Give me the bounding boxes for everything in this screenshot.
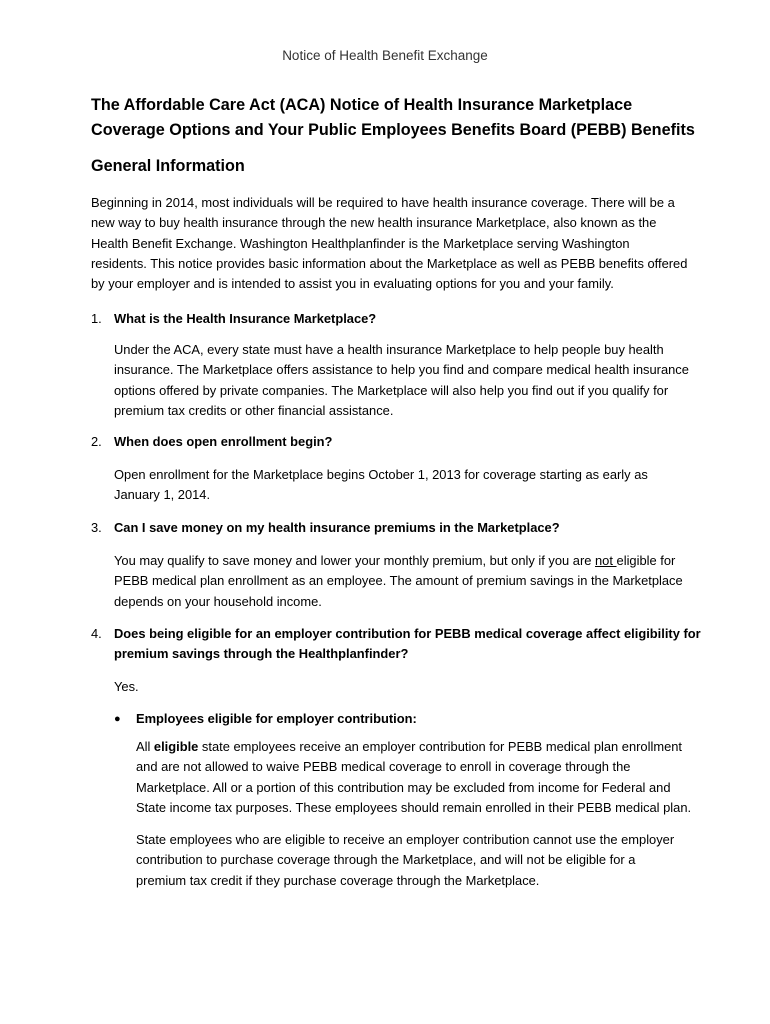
answer-1	[114, 340, 694, 421]
intro-line: by your employer and is intended to assist you in evaluating options for you and your family.	[91, 276, 614, 292]
question-line: premium savings through the Healthplanfinder?	[114, 646, 409, 661]
sub-line: contribution to purchase coverage through the Marketplace, and will not be eligible for a	[136, 852, 636, 868]
question-number: 2.	[91, 434, 102, 449]
answer-line: Under the ACA, every state must have a health insurance Marketplace to help people buy health	[114, 342, 664, 357]
sub-text: state employees receive an employer contribution for PEBB medical plan enrollment	[198, 739, 682, 754]
question-text	[114, 624, 701, 664]
question-text: Can I save money on my health insurance premiums in the Marketplace?	[114, 520, 560, 535]
sub-line: premium tax credit if they purchase coverage through the Marketplace.	[136, 872, 540, 888]
section-heading: General Information	[91, 157, 245, 175]
sub-paragraph-2	[136, 830, 696, 891]
sub-line: State employees who are eligible to receive an employer contribution cannot use the employer	[136, 832, 675, 847]
sub-paragraph-1	[136, 737, 696, 818]
title-line-1: The Affordable Care Act (ACA) Notice of Health Insurance Marketplace	[91, 96, 633, 114]
answer-line: depends on your household income.	[114, 593, 322, 609]
answer-line: options offered by private companies. The Marketplace will also help you find out if you qualify for	[114, 382, 669, 398]
answer-3	[114, 551, 694, 612]
intro-paragraph	[91, 193, 691, 294]
question-number: 3.	[91, 520, 102, 535]
intro-line: Beginning in 2014, most individuals will be required to have health insurance coverage. There will be a	[91, 195, 675, 210]
answer-line: premium tax credits or other financial assistance.	[114, 402, 394, 418]
emphasis-eligible: eligible	[153, 739, 199, 754]
sub-line: and are not allowed to waive PEBB medical coverage to enroll in coverage through the	[136, 759, 631, 775]
answer-4: Yes.	[114, 679, 139, 694]
intro-line: new way to buy health insurance through the new health insurance Marketplace, also known as the	[91, 215, 657, 231]
answer-line	[114, 551, 694, 571]
answer-2	[114, 465, 694, 506]
running-header: Notice of Health Benefit Exchange	[282, 48, 488, 63]
intro-line: Health Benefit Exchange. Washington Healthplanfinder is the Marketplace serving Washington	[91, 235, 630, 251]
emphasis-not: not	[595, 553, 617, 568]
answer-line: PEBB medical plan enrollment as an employee. The amount of premium savings in the Marketplace	[114, 573, 683, 589]
sub-text: All	[136, 739, 154, 754]
intro-line: residents. This notice provides basic information about the Marketplace as well as PEBB benefits offered	[91, 255, 688, 271]
question-text: When does open enrollment begin?	[114, 434, 333, 449]
question-line: Does being eligible for an employer contribution for PEBB medical coverage affect eligibility for	[114, 626, 701, 641]
bullet-icon: ●	[114, 713, 121, 725]
answer-line: January 1, 2014.	[114, 487, 211, 503]
answer-text: eligible for	[616, 553, 676, 568]
question-text: What is the Health Insurance Marketplace?	[114, 311, 377, 326]
answer-text: You may qualify to save money and lower your monthly premium, but only if you are	[114, 553, 596, 568]
document-title	[91, 93, 695, 143]
question-number: 4.	[91, 626, 102, 641]
question-number: 1.	[91, 311, 102, 326]
sub-line	[136, 737, 696, 757]
sub-line: State income tax purposes. These employees should remain enrolled in their PEBB medical plan.	[136, 799, 692, 815]
bullet-heading: Employees eligible for employer contribution:	[136, 711, 417, 726]
answer-line: insurance. The Marketplace offers assistance to help you find and compare medical health insurance	[114, 362, 689, 378]
answer-line: Open enrollment for the Marketplace begins October 1, 2013 for coverage starting as early as	[114, 467, 648, 482]
sub-line: Marketplace. All or a portion of this contribution may be excluded from income for Federal and	[136, 779, 671, 795]
title-line-2: Coverage Options and Your Public Employees Benefits Board (PEBB) Benefits	[91, 121, 695, 139]
